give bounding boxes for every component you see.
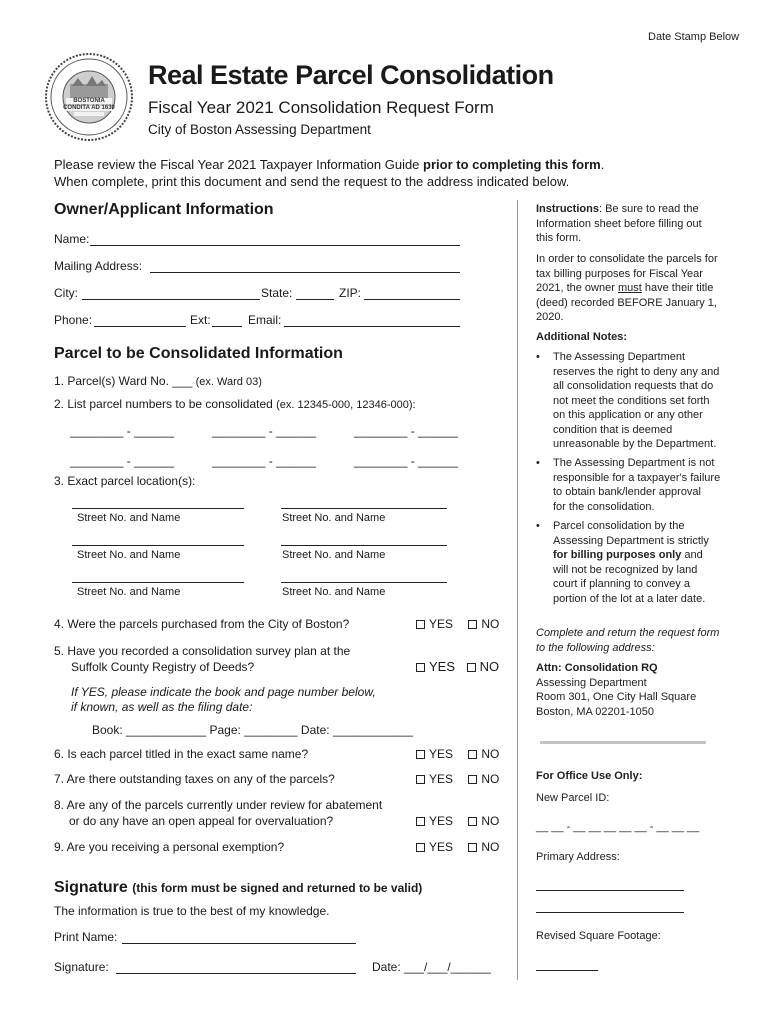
q9-no-checkbox[interactable]: NO bbox=[468, 840, 499, 854]
question-5: 5. Have you recorded a consolidation survey plan at the bbox=[54, 644, 351, 658]
street-label: Street No. and Name bbox=[282, 586, 386, 598]
sidebar-separator bbox=[540, 741, 706, 744]
fiscal-year-requirement: In order to consolidate the parcels for tax billing purposes for Fiscal Year 2021, the owner must have their title (deed) recorded BEFORE January 1, 2020. bbox=[536, 253, 718, 323]
checkbox-icon bbox=[468, 620, 477, 629]
form-title: Real Estate Parcel Consolidation bbox=[148, 60, 554, 90]
return-instructions: Complete and return the request form to the following address: bbox=[536, 627, 720, 654]
q8-no-checkbox[interactable]: NO bbox=[468, 814, 499, 828]
zip-field[interactable] bbox=[364, 299, 460, 300]
instructions: Instructions: Be sure to read the Information sheet before filling out this form. bbox=[536, 203, 702, 244]
department-name: City of Boston Assessing Department bbox=[148, 122, 371, 137]
street-label: Street No. and Name bbox=[77, 586, 181, 598]
primary-address-field[interactable] bbox=[536, 912, 684, 913]
question-9: 9. Are you receiving a personal exemption? bbox=[54, 840, 285, 854]
date-stamp-label: Date Stamp Below bbox=[648, 31, 740, 43]
city-field[interactable] bbox=[82, 299, 260, 300]
question-4: 4. Were the parcels purchased from the City of Boston? bbox=[54, 617, 350, 631]
parcel-number-field[interactable]: ________ - ______ bbox=[212, 424, 317, 438]
print-name-field[interactable] bbox=[122, 943, 356, 944]
question-8-line-2: or do any have an open appeal for overvaluation? bbox=[69, 814, 334, 828]
question-8: 8. Are any of the parcels currently under review for abatement bbox=[54, 798, 383, 812]
q7-yes-checkbox[interactable]: YES bbox=[416, 772, 453, 786]
q4-options bbox=[416, 617, 499, 631]
question-5-line-2: Suffolk County Registry of Deeds? bbox=[71, 660, 255, 674]
seal-text: BOSTONIA CONDITA AD 1630 bbox=[63, 98, 115, 111]
signature-heading: Signature (this form must be signed and returned to be valid) bbox=[54, 879, 423, 896]
state-label: State: bbox=[261, 286, 293, 300]
parcel-heading: Parcel to be Consolidated Information bbox=[54, 345, 343, 362]
name-label: Name: bbox=[54, 232, 90, 246]
revised-square-footage-label: Revised Square Footage: bbox=[536, 930, 661, 942]
parcel-number-field[interactable]: ________ - ______ bbox=[70, 424, 175, 438]
new-parcel-id-label: New Parcel ID: bbox=[536, 792, 610, 804]
phone-label: Phone: bbox=[54, 313, 93, 327]
ward-field[interactable]: ___ bbox=[172, 374, 193, 388]
street-field[interactable] bbox=[72, 508, 244, 509]
signature-field[interactable] bbox=[116, 973, 356, 974]
checkbox-icon bbox=[416, 663, 425, 672]
parcel-list-question: 2. List parcel numbers to be consolidated (ex. 12345-000, 12346-000): bbox=[54, 397, 416, 411]
mailing-address: Attn: Consolidation RQ Assessing Department Room 301, One City Hall Square Boston, MA 02201-1050 bbox=[536, 662, 697, 718]
street-field[interactable] bbox=[72, 582, 244, 583]
q4-yes-checkbox[interactable]: YES bbox=[416, 617, 453, 631]
note-3: • Parcel consolidation by the Assessing Department is strictly for billing purposes only and will not be recognized by land court if planning to convey a portion of the lot at a later date. bbox=[536, 520, 709, 605]
city-seal bbox=[44, 52, 134, 142]
checkbox-icon bbox=[416, 620, 425, 629]
q5-no-checkbox[interactable]: NO bbox=[467, 659, 500, 674]
page-field[interactable]: ________ bbox=[244, 723, 298, 737]
checkbox-icon bbox=[467, 663, 476, 672]
checkbox-icon bbox=[468, 843, 477, 852]
bullet-icon: • bbox=[536, 351, 540, 363]
revised-square-footage-field[interactable] bbox=[536, 970, 598, 971]
name-field[interactable] bbox=[90, 245, 460, 246]
street-label: Street No. and Name bbox=[77, 549, 181, 561]
q6-yes-checkbox[interactable]: YES bbox=[416, 747, 453, 761]
q7-options bbox=[416, 772, 499, 786]
signature-label: Signature: bbox=[54, 960, 109, 974]
q7-no-checkbox[interactable]: NO bbox=[468, 772, 499, 786]
q8-options bbox=[416, 814, 499, 828]
q9-options bbox=[416, 840, 499, 854]
book-field[interactable]: ____________ bbox=[126, 723, 207, 737]
signature-statement: The information is true to the best of my knowledge. bbox=[54, 904, 330, 918]
bullet-icon: • bbox=[536, 457, 540, 469]
zip-label: ZIP: bbox=[339, 286, 362, 300]
intro-line-2: When complete, print this document and send the request to the address indicated below. bbox=[54, 174, 570, 189]
parcel-number-field[interactable]: ________ - ______ bbox=[70, 454, 175, 468]
q8-yes-checkbox[interactable]: YES bbox=[416, 814, 453, 828]
ext-field[interactable] bbox=[212, 326, 242, 327]
mailing-address-field[interactable] bbox=[150, 272, 460, 273]
street-field[interactable] bbox=[281, 545, 447, 546]
new-parcel-id-field[interactable]: __ __ - __ __ __ __ __ - __ __ __ bbox=[536, 821, 700, 833]
street-label: Street No. and Name bbox=[282, 512, 386, 524]
mailing-address-label: Mailing Address: bbox=[54, 259, 143, 273]
checkbox-icon bbox=[416, 817, 425, 826]
primary-address-field[interactable] bbox=[536, 890, 684, 891]
email-label: Email: bbox=[248, 313, 282, 327]
signature-date: Date: ___/___/______ bbox=[372, 960, 491, 974]
additional-notes-heading: Additional Notes: bbox=[536, 331, 628, 343]
checkbox-icon bbox=[416, 775, 425, 784]
q6-no-checkbox[interactable]: NO bbox=[468, 747, 499, 761]
parcel-number-field[interactable]: ________ - ______ bbox=[212, 454, 317, 468]
intro-line-1: Please review the Fiscal Year 2021 Taxpayer Information Guide prior to completing this form. bbox=[54, 157, 605, 172]
question-7: 7. Are there outstanding taxes on any of the parcels? bbox=[54, 772, 335, 786]
note-1: • The Assessing Department reserves the right to deny any and all consolidation requests that do not meet the conditions set forth on this application or any other condition that is deemed unreasonable by the Department. bbox=[536, 351, 720, 450]
office-use-heading: For Office Use Only: bbox=[536, 770, 643, 782]
ext-label: Ext: bbox=[190, 313, 211, 327]
email-field[interactable] bbox=[284, 326, 460, 327]
checkbox-icon bbox=[468, 775, 477, 784]
print-name-label: Print Name: bbox=[54, 930, 118, 944]
q5-note-line-1: If YES, please indicate the book and page number below, bbox=[71, 685, 376, 699]
q5-options bbox=[416, 659, 499, 674]
question-6: 6. Is each parcel titled in the exact same name? bbox=[54, 747, 309, 761]
ward-question: 1. Parcel(s) Ward No. ___ (ex. Ward 03) bbox=[54, 374, 262, 388]
filing-date-field[interactable]: ____________ bbox=[332, 723, 414, 737]
q6-options bbox=[416, 747, 499, 761]
parcel-number-field[interactable]: ________ - ______ bbox=[354, 454, 459, 468]
state-field[interactable] bbox=[296, 299, 334, 300]
bullet-icon: • bbox=[536, 520, 540, 532]
checkbox-icon bbox=[468, 817, 477, 826]
sidebar-divider bbox=[517, 200, 518, 980]
primary-address-label: Primary Address: bbox=[536, 851, 620, 863]
street-field[interactable] bbox=[281, 508, 447, 509]
parcel-number-field[interactable]: ________ - ______ bbox=[354, 424, 459, 438]
street-field[interactable] bbox=[72, 545, 244, 546]
q5-book-page-date: Book: ____________ Page: ________ Date: ____________ bbox=[92, 723, 414, 737]
note-2: • The Assessing Department is not responsible for a taxpayer's failure to obtain bank/lender approval for the consolidation. bbox=[536, 457, 721, 513]
phone-field[interactable] bbox=[94, 326, 186, 327]
signature-date-field[interactable]: ___/___/______ bbox=[404, 960, 491, 974]
q5-yes-checkbox[interactable]: YES bbox=[416, 659, 455, 674]
q5-note-line-2: if known, as well as the filing date: bbox=[71, 700, 253, 714]
city-label: City: bbox=[54, 286, 78, 300]
street-field[interactable] bbox=[281, 582, 447, 583]
checkbox-icon bbox=[468, 750, 477, 759]
checkbox-icon bbox=[416, 750, 425, 759]
q4-no-checkbox[interactable]: NO bbox=[468, 617, 499, 631]
street-label: Street No. and Name bbox=[77, 512, 181, 524]
owner-heading: Owner/Applicant Information bbox=[54, 201, 274, 218]
form-subtitle: Fiscal Year 2021 Consolidation Request Form bbox=[148, 98, 494, 117]
q9-yes-checkbox[interactable]: YES bbox=[416, 840, 453, 854]
street-label: Street No. and Name bbox=[282, 549, 386, 561]
location-question: 3. Exact parcel location(s): bbox=[54, 474, 196, 488]
checkbox-icon bbox=[416, 843, 425, 852]
